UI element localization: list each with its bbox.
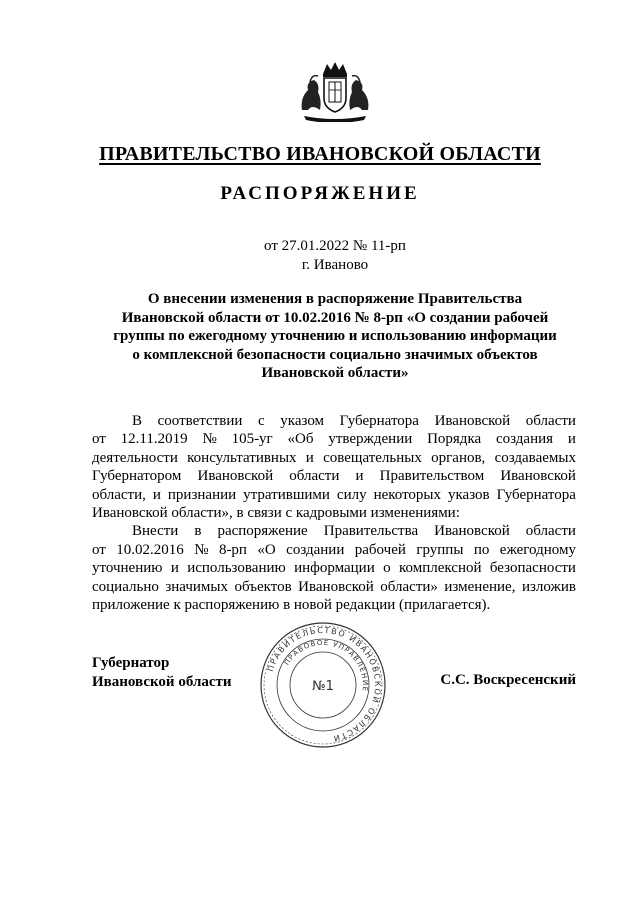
role-line: Губернатор — [92, 655, 170, 671]
text-line — [92, 430, 576, 448]
subject-line: о комплексной безопасности социально значимых объектов — [132, 346, 538, 363]
stamp-outer-text: ПРАВИТЕЛЬСТВО ИВАНОВСКОЙ ОБЛАСТИ — [265, 625, 383, 744]
word: области, — [92, 486, 146, 503]
subject-line: Ивановской области» — [261, 365, 409, 381]
word: информации — [294, 560, 375, 577]
word: «О — [257, 541, 276, 558]
signatory-role — [92, 654, 232, 691]
word: утверждении — [328, 431, 413, 448]
word: Правительством — [379, 468, 485, 485]
word: Ивановской — [197, 468, 274, 485]
text-line — [92, 449, 576, 467]
subject-line: О внесении изменения в распоряжение Правительства — [147, 291, 523, 307]
word: создаваемых — [494, 449, 576, 466]
word: Ивановской — [434, 523, 510, 540]
word: 10.02.2016 — [116, 541, 184, 558]
word: объектов — [234, 578, 292, 595]
word: и — [170, 560, 179, 577]
word: области — [525, 413, 576, 429]
word: изменение, — [444, 578, 516, 595]
word: указом — [280, 413, 325, 429]
word: Ивановской — [298, 578, 374, 595]
text-line — [92, 522, 576, 540]
word: комплексной — [398, 560, 482, 577]
word: «Об — [287, 431, 314, 448]
word: Ивановской — [434, 413, 511, 429]
word: значимых — [165, 578, 228, 595]
word: совещательных — [323, 449, 422, 466]
text-line: Ивановской области», в связи с кадровыми изменениями: — [92, 505, 460, 522]
word: деятельности — [92, 449, 178, 466]
word: Губернатора — [496, 486, 576, 503]
word: Правительства — [323, 523, 419, 540]
text-line — [92, 467, 576, 485]
word: некоторых — [373, 486, 442, 503]
text-line — [92, 578, 576, 596]
word: и — [567, 431, 576, 448]
document-subject — [96, 290, 574, 383]
text-line — [92, 412, 576, 430]
word: с — [258, 413, 265, 429]
word: от — [92, 541, 106, 558]
word: № — [194, 541, 209, 558]
word: в — [194, 523, 202, 540]
stamp-inner-text: ПРАВОВОЕ УПРАВЛЕНИЕ — [282, 638, 370, 693]
word: области — [525, 523, 576, 540]
word: консультативных — [187, 449, 297, 466]
paragraph-1 — [92, 412, 576, 522]
word: и — [305, 449, 314, 466]
word: области — [289, 468, 340, 485]
city-line: г. Иваново — [301, 257, 369, 273]
government-title: ПРАВИТЕЛЬСТВО ИВАНОВСКОЙ ОБЛАСТИ — [99, 143, 541, 165]
word: области» — [380, 578, 438, 595]
word: Губернатора — [339, 413, 419, 429]
word: от — [92, 431, 106, 448]
text-line: приложение к распоряжению в новой редакции (прилагается). — [92, 597, 491, 614]
role-line: Ивановской области — [92, 673, 232, 690]
word: органов, — [431, 449, 486, 466]
word: распоряжение — [217, 523, 308, 540]
word: создания — [495, 431, 554, 448]
word: изложив — [521, 578, 576, 595]
word: 12.11.2019 — [120, 431, 188, 448]
date-number-line: от 27.01.2022 № 11-рп — [264, 238, 406, 254]
word: рабочей — [354, 541, 406, 558]
paragraph-2 — [92, 522, 576, 614]
word: использованию — [187, 560, 286, 577]
subject-line: группы по ежегодному уточнению и использованию информации — [113, 328, 557, 344]
word: указов — [448, 486, 490, 503]
stamp-number: №1 — [312, 679, 334, 694]
official-stamp — [258, 620, 388, 750]
word: о — [383, 560, 391, 577]
text-line — [92, 541, 576, 559]
word: утратившими — [243, 486, 330, 503]
signatory-name: С.С. Воскресенский — [440, 672, 576, 688]
word: безопасности — [489, 560, 576, 577]
word: Порядка — [427, 431, 482, 448]
document-body — [92, 412, 576, 614]
word: Внести — [132, 523, 179, 540]
word: ежегодному — [499, 541, 576, 558]
word: силу — [336, 486, 367, 503]
word: Губернатором — [92, 468, 182, 485]
word: 105-уг — [231, 431, 273, 448]
word: № — [202, 431, 217, 448]
word: В — [132, 413, 143, 429]
word: и — [355, 468, 364, 485]
text-line — [92, 559, 576, 577]
word: и — [152, 486, 161, 503]
subject-line: Ивановской области от 10.02.2016 № 8-рп «О создании рабочей — [121, 309, 549, 326]
word: социально — [92, 578, 159, 595]
word: создании — [286, 541, 345, 558]
word: 8-рп — [218, 541, 247, 558]
ivanovo-coat-of-arms-icon — [294, 60, 376, 122]
word: группы — [416, 541, 464, 558]
word: уточнению — [92, 560, 163, 577]
word: соответствии — [157, 413, 243, 429]
word: по — [473, 541, 490, 558]
word: признании — [167, 486, 237, 503]
text-line — [92, 486, 576, 504]
word: Ивановской — [500, 468, 576, 485]
document-type: РАСПОРЯЖЕНИЕ — [220, 183, 420, 204]
